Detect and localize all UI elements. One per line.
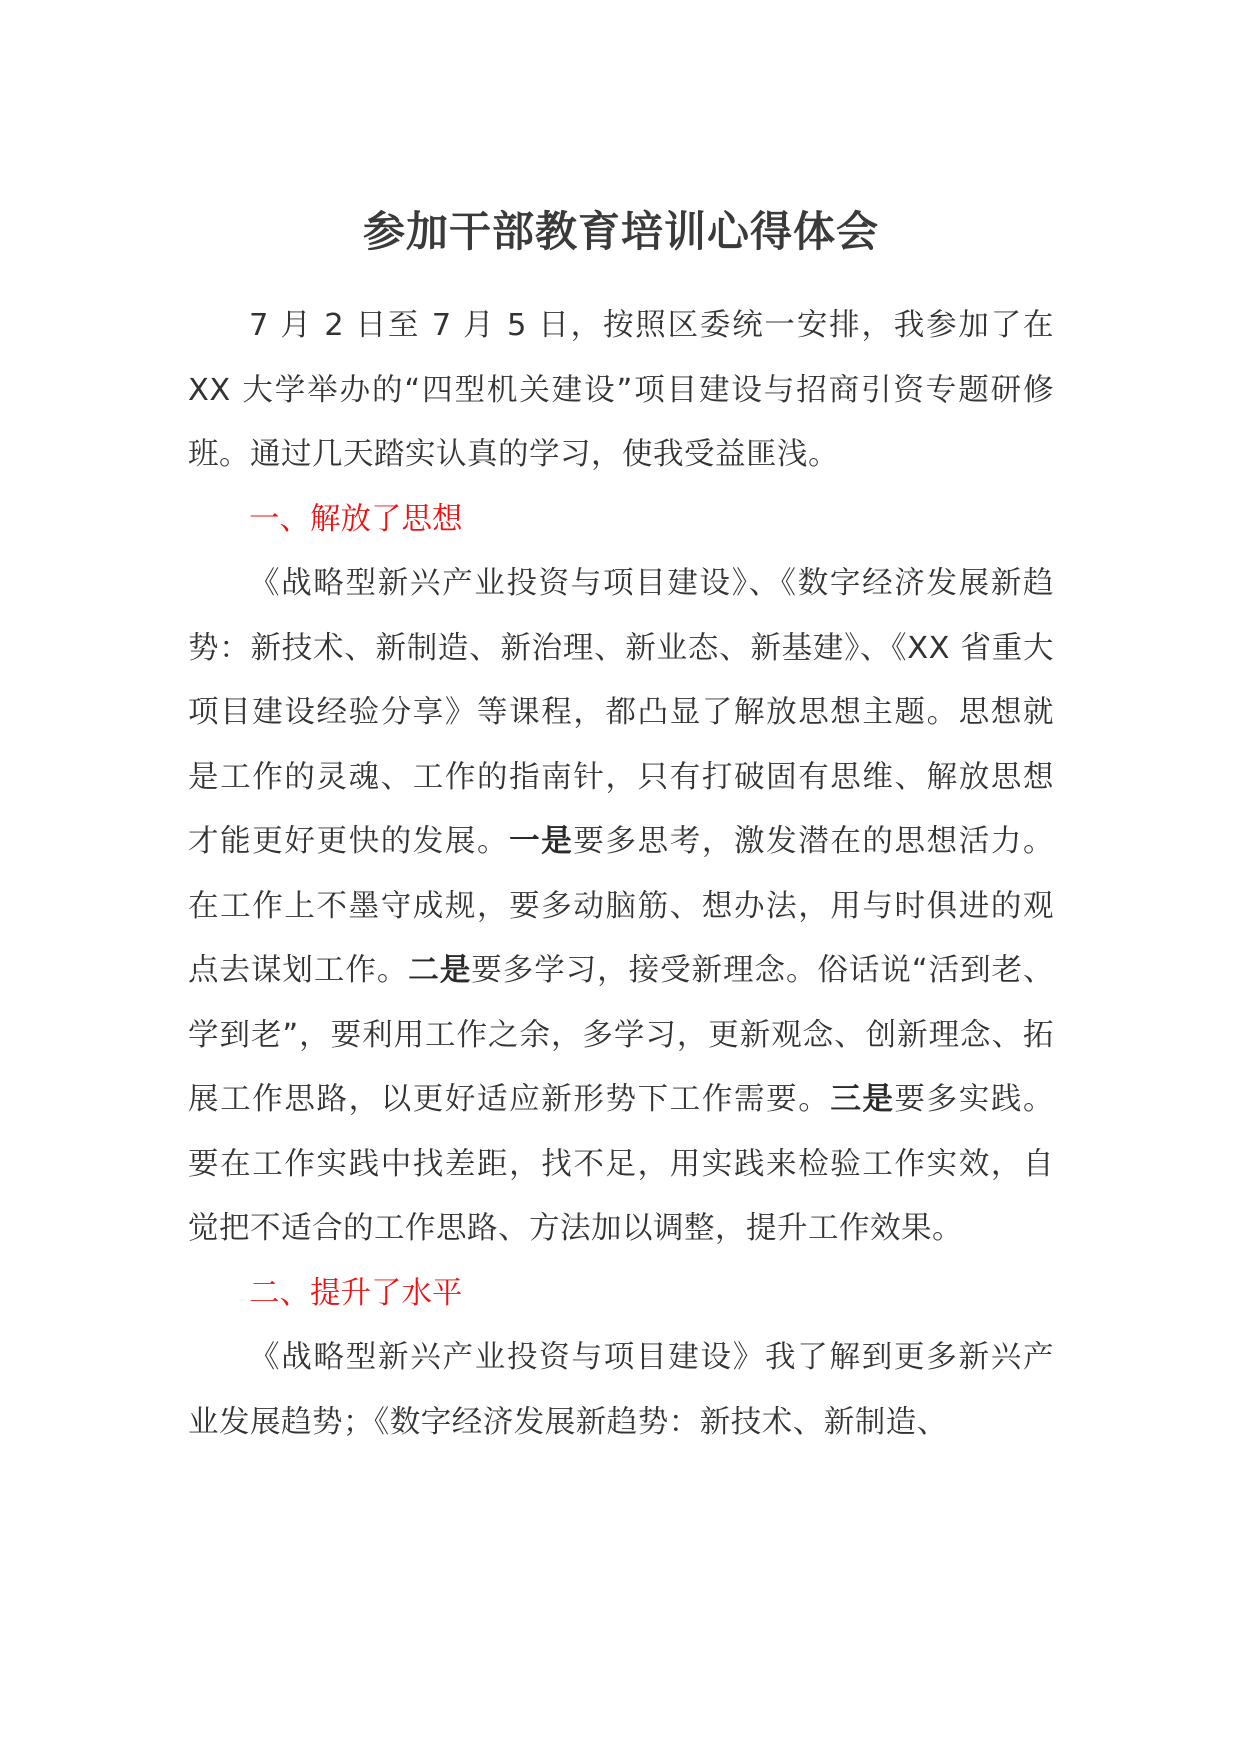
section-1-text-d: 要多实践。要在工作实践中找差距，找不足，用实践来检验工作实效，自觉把不适合的工作思路、方法加以调整，提升工作效果。	[188, 1082, 1055, 1246]
section-heading-1: 一、解放了思想	[249, 501, 463, 537]
bold-point-2: 二是	[408, 953, 472, 988]
section-1-paragraph	[188, 552, 1054, 1262]
bold-point-3: 三是	[830, 1082, 895, 1117]
section-1-text-c: 要多学习，接受新理念。俗话说“活到老、学到老”，要利用工作之余，多学习，更新观念、创新理念、拓展工作思路，以更好适应新形势下工作需要。	[188, 953, 1055, 1117]
section-2-paragraph: 《战略型新兴产业投资与项目建设》我了解到更多新兴产业发展趋势；《数字经济发展新趋势：新技术、新制造、	[188, 1340, 1054, 1440]
section-heading-2: 二、提升了水平	[249, 1275, 463, 1311]
section-1-text-b: 要多思考，激发潜在的思想活力。在工作上不墨守成规，要多动脑筋、想办法，用与时俱进的观点去谋划工作。	[188, 824, 1055, 988]
document-page	[188, 200, 1054, 1455]
document-title: 参加干部教育培训心得体会	[362, 207, 879, 256]
intro-paragraph: 7 月 2 日至 7 月 5 日，按照区委统一安排，我参加了在XX 大学举办的“四型机关建设”项目建设与招商引资专题研修班。通过几天踏实认真的学习，使我受益匪浅。	[188, 308, 1054, 472]
section-1-text-a: 《战略型新兴产业投资与项目建设》、《数字经济发展新趋势：新技术、新制造、新治理、新业态、新基建》、《XX 省重大项目建设经验分享》等课程，都凸显了解放思想主题。思想就是工作的灵魂、工作的指南针，只有打破固有思维、解放思想才能更好更快的发展。	[188, 566, 1054, 859]
bold-point-1: 一是	[509, 824, 574, 859]
